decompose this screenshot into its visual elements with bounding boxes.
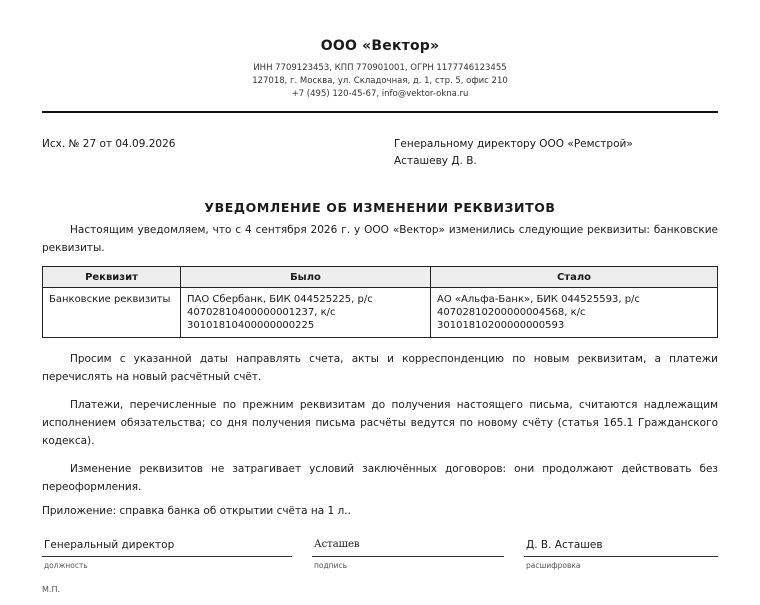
requisite-name: Банковские реквизиты <box>49 294 171 305</box>
requisites-table <box>42 266 718 338</box>
position-caption: должность <box>44 561 88 570</box>
after-line: 40702810200000004568, к/с <box>437 307 586 318</box>
stamp-place: М.П. <box>42 585 61 594</box>
table-header-before: Было <box>181 267 431 288</box>
position-value: Генеральный директор <box>42 539 292 557</box>
outgoing-number: Исх. № 27 от 04.09.2026 <box>42 138 176 150</box>
name-value: Д. В. Асташев <box>524 539 718 557</box>
signature-block <box>42 539 718 579</box>
name-caption: расшифровка <box>526 561 581 570</box>
position-field <box>42 539 292 570</box>
body-paragraph-2: Платежи, перечисленные по прежним реквизитам до получения настоящего письма, считаются надлежащим исполнением обязательства; со дня получения письма расчёты ведутся по новому счёту (статья 165.1 Гражданского кодекса). <box>42 399 718 447</box>
company-contacts: +7 (495) 120-45-67, info@vektor-okna.ru <box>291 89 469 99</box>
body-paragraph-3: Изменение реквизитов не затрагивает условий заключённых договоров: они продолжают действовать без переоформления. <box>42 463 718 493</box>
addressee-line2: Асташеву Д. В. <box>394 155 477 167</box>
handwritten-signature: Асташев <box>312 539 504 557</box>
table-header-requisite: Реквизит <box>43 267 181 288</box>
document-title: УВЕДОМЛЕНИЕ ОБ ИЗМЕНЕНИИ РЕКВИЗИТОВ <box>204 200 556 215</box>
before-line: 30101810400000000225 <box>187 320 315 331</box>
before-cell <box>181 288 431 338</box>
table-header-row <box>43 267 718 288</box>
table-header-after: Стало <box>431 267 718 288</box>
company-address: 127018, г. Москва, ул. Складочная, д. 1, стр. 5, офис 210 <box>252 76 508 86</box>
body-paragraph-1: Просим с указанной даты направлять счета, акты и корреспонденцию по новым реквизитам, а платежи перечислять на новый расчётный счёт. <box>42 353 718 383</box>
addressee-line1: Генеральному директору ООО «Ремстрой» <box>394 138 633 150</box>
letter-page <box>42 0 718 605</box>
before-line: ПАО Сбербанк, БИК 044525225, р/с <box>187 294 373 305</box>
before-line: 40702810400000001237, к/с <box>187 307 336 318</box>
letter-meta <box>42 132 718 192</box>
appendix-line: Приложение: справка банка об открытии счёта на 1 л.. <box>42 505 351 517</box>
signature-caption: подпись <box>314 561 347 570</box>
after-line: АО «Альфа-Банк», БИК 044525593, р/с <box>437 294 640 305</box>
after-cell <box>431 288 718 338</box>
letterhead <box>42 0 718 101</box>
requisite-name-cell <box>43 288 181 338</box>
company-registration: ИНН 7709123453, КПП 770901001, ОГРН 1177746123455 <box>253 63 507 73</box>
name-field <box>524 539 718 570</box>
letterhead-divider <box>42 111 718 113</box>
company-name: ООО «Вектор» <box>320 38 440 54</box>
after-line: 30101810200000000593 <box>437 320 565 331</box>
addressee <box>394 136 633 170</box>
table-row <box>43 288 718 338</box>
intro-paragraph: Настоящим уведомляем, что с 4 сентября 2026 г. у ООО «Вектор» изменились следующие реквизиты: банковские реквизиты. <box>42 224 718 254</box>
signature-field <box>312 539 504 570</box>
